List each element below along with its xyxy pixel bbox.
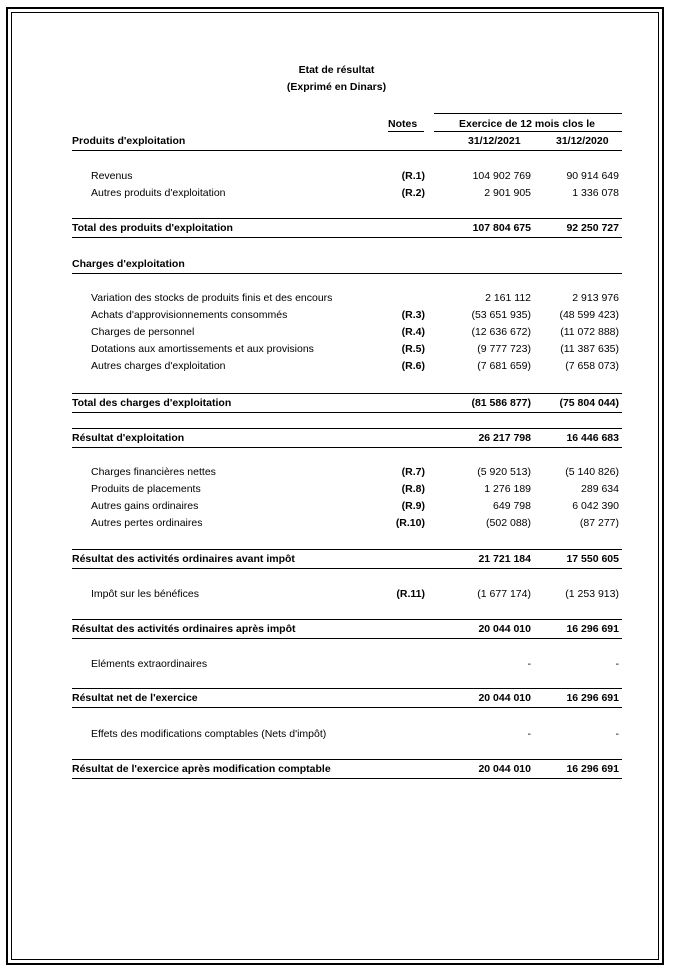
value-2021: 20 044 010: [478, 623, 531, 635]
total-row: [72, 761, 622, 777]
value-2021: (502 088): [486, 517, 531, 529]
value-2020: (5 140 826): [565, 466, 619, 478]
total-row: [72, 621, 622, 637]
value-2020: (11 387 635): [560, 343, 619, 355]
row-label: Total des charges d'exploitation: [72, 397, 232, 409]
row-rule: [72, 428, 622, 429]
row-rule: [72, 759, 622, 760]
column-header-2021: 31/12/2021: [468, 135, 521, 147]
table-row: [72, 586, 622, 602]
notes-header: Notes: [388, 118, 418, 130]
value-2020: (1 253 913): [565, 588, 619, 600]
row-rule: [72, 273, 622, 274]
value-2021: 26 217 798: [478, 432, 531, 444]
value-2020: (7 658 073): [565, 360, 619, 372]
value-2021: 20 044 010: [478, 692, 531, 704]
row-rule: [72, 218, 622, 219]
row-rule: [72, 150, 622, 151]
row-label: Achats d'approvisionnements consommés: [91, 309, 288, 321]
table-row: [72, 481, 622, 497]
value-2020: 90 914 649: [566, 170, 619, 182]
row-rule: [72, 568, 622, 569]
row-label: Produits de placements: [91, 483, 201, 495]
value-2020: (11 072 888): [560, 326, 619, 338]
value-2021: 20 044 010: [478, 763, 531, 775]
row-label: Impôt sur les bénéfices: [91, 588, 199, 600]
row-note: (R.11): [396, 588, 425, 600]
total-row: [72, 430, 622, 446]
total-row: [72, 220, 622, 236]
value-2020: 16 296 691: [566, 763, 619, 775]
value-2020: 92 250 727: [566, 222, 619, 234]
document-subtitle: (Exprimé en Dinars): [286, 81, 387, 93]
row-note: (R.2): [401, 187, 425, 199]
row-label: Autres pertes ordinaires: [91, 517, 203, 529]
row-label: Résultat des activités ordinaires avant impôt: [72, 553, 295, 565]
total-row: [72, 690, 622, 706]
row-rule: [72, 412, 622, 413]
table-row: [72, 726, 622, 742]
row-rule: [72, 393, 622, 394]
value-2021: -: [527, 658, 531, 670]
value-2020: 16 296 691: [566, 692, 619, 704]
row-label: Résultat d'exploitation: [72, 432, 185, 444]
value-2020: 6 042 390: [572, 500, 619, 512]
row-rule: [72, 688, 622, 689]
value-2021: 649 798: [493, 500, 531, 512]
row-label: Résultat net de l'exercice: [72, 692, 198, 704]
value-2020: -: [615, 728, 619, 740]
row-label: Charges financières nettes: [91, 466, 216, 478]
value-2021: 2 161 112: [485, 292, 531, 304]
table-row: [72, 290, 622, 306]
row-label: Total des produits d'exploitation: [72, 222, 233, 234]
table-row: [72, 515, 622, 531]
value-2021: (9 777 723): [477, 343, 531, 355]
column-header-2020: 31/12/2020: [556, 135, 609, 147]
row-rule: [72, 638, 622, 639]
row-label: Résultat des activités ordinaires après impôt: [72, 623, 296, 635]
total-row: [72, 395, 622, 411]
value-2020: 16 446 683: [566, 432, 619, 444]
value-2021: (5 920 513): [477, 466, 531, 478]
period-header: Exercice de 12 mois clos le: [459, 118, 595, 130]
value-2021: 2 901 905: [484, 187, 531, 199]
total-row: [72, 551, 622, 567]
notes-header-underline: [388, 131, 424, 132]
table-row: [72, 168, 622, 184]
row-rule: [72, 707, 622, 708]
row-label: Variation des stocks de produits finis et des encours: [91, 292, 333, 304]
row-label: Résultat de l'exercice après modification comptable: [72, 763, 331, 775]
row-rule: [72, 549, 622, 550]
value-2021: 107 804 675: [472, 222, 531, 234]
row-note: (R.5): [401, 343, 425, 355]
row-label: Autres gains ordinaires: [91, 500, 199, 512]
period-header-underline: [434, 131, 622, 132]
row-note: (R.3): [401, 309, 425, 321]
value-2020: 2 913 976: [572, 292, 619, 304]
document-title: Etat de résultat: [298, 64, 375, 76]
value-2020: 16 296 691: [566, 623, 619, 635]
table-row: [72, 307, 622, 323]
row-label: Autres produits d'exploitation: [91, 187, 226, 199]
section-heading: [72, 133, 622, 149]
row-label: Eléments extraordinaires: [91, 658, 208, 670]
table-row: [72, 185, 622, 201]
value-2020: (48 599 423): [559, 309, 619, 321]
value-2021: (7 681 659): [477, 360, 531, 372]
period-header-rule: [434, 113, 622, 114]
value-2021: -: [527, 728, 531, 740]
row-note: (R.7): [401, 466, 425, 478]
row-note: (R.1): [401, 170, 425, 182]
row-label: Charges de personnel: [91, 326, 195, 338]
row-rule: [72, 619, 622, 620]
value-2020: 1 336 078: [572, 187, 619, 199]
value-2020: 289 634: [581, 483, 619, 495]
row-rule: [72, 237, 622, 238]
row-label: Autres charges d'exploitation: [91, 360, 226, 372]
table-row: [72, 498, 622, 514]
table-row: [72, 464, 622, 480]
row-note: (R.9): [401, 500, 425, 512]
row-label: Dotations aux amortissements et aux provisions: [91, 343, 314, 355]
value-2021: 104 902 769: [472, 170, 531, 182]
row-rule: [72, 447, 622, 448]
row-label: Revenus: [91, 170, 133, 182]
value-2021: 21 721 184: [478, 553, 531, 565]
value-2021: 1 276 189: [484, 483, 531, 495]
row-label: Effets des modifications comptables (Nets d'impôt): [91, 728, 327, 740]
value-2020: 17 550 605: [566, 553, 619, 565]
table-row: [72, 656, 622, 672]
table-row: [72, 358, 622, 374]
value-2021: (81 586 877): [471, 397, 531, 409]
row-note: (R.8): [401, 483, 425, 495]
row-rule: [72, 778, 622, 779]
section-heading: [72, 256, 622, 272]
row-label: Produits d'exploitation: [72, 135, 186, 147]
value-2021: (53 651 935): [471, 309, 531, 321]
value-2020: (75 804 044): [559, 397, 619, 409]
table-row: [72, 324, 622, 340]
row-label: Charges d'exploitation: [72, 258, 185, 270]
value-2020: -: [615, 658, 619, 670]
value-2021: (12 636 672): [471, 326, 531, 338]
row-note: (R.10): [395, 517, 425, 529]
value-2020: (87 277): [579, 517, 619, 529]
value-2021: (1 677 174): [477, 588, 531, 600]
table-row: [72, 341, 622, 357]
row-note: (R.4): [401, 326, 425, 338]
row-note: (R.6): [401, 360, 425, 372]
